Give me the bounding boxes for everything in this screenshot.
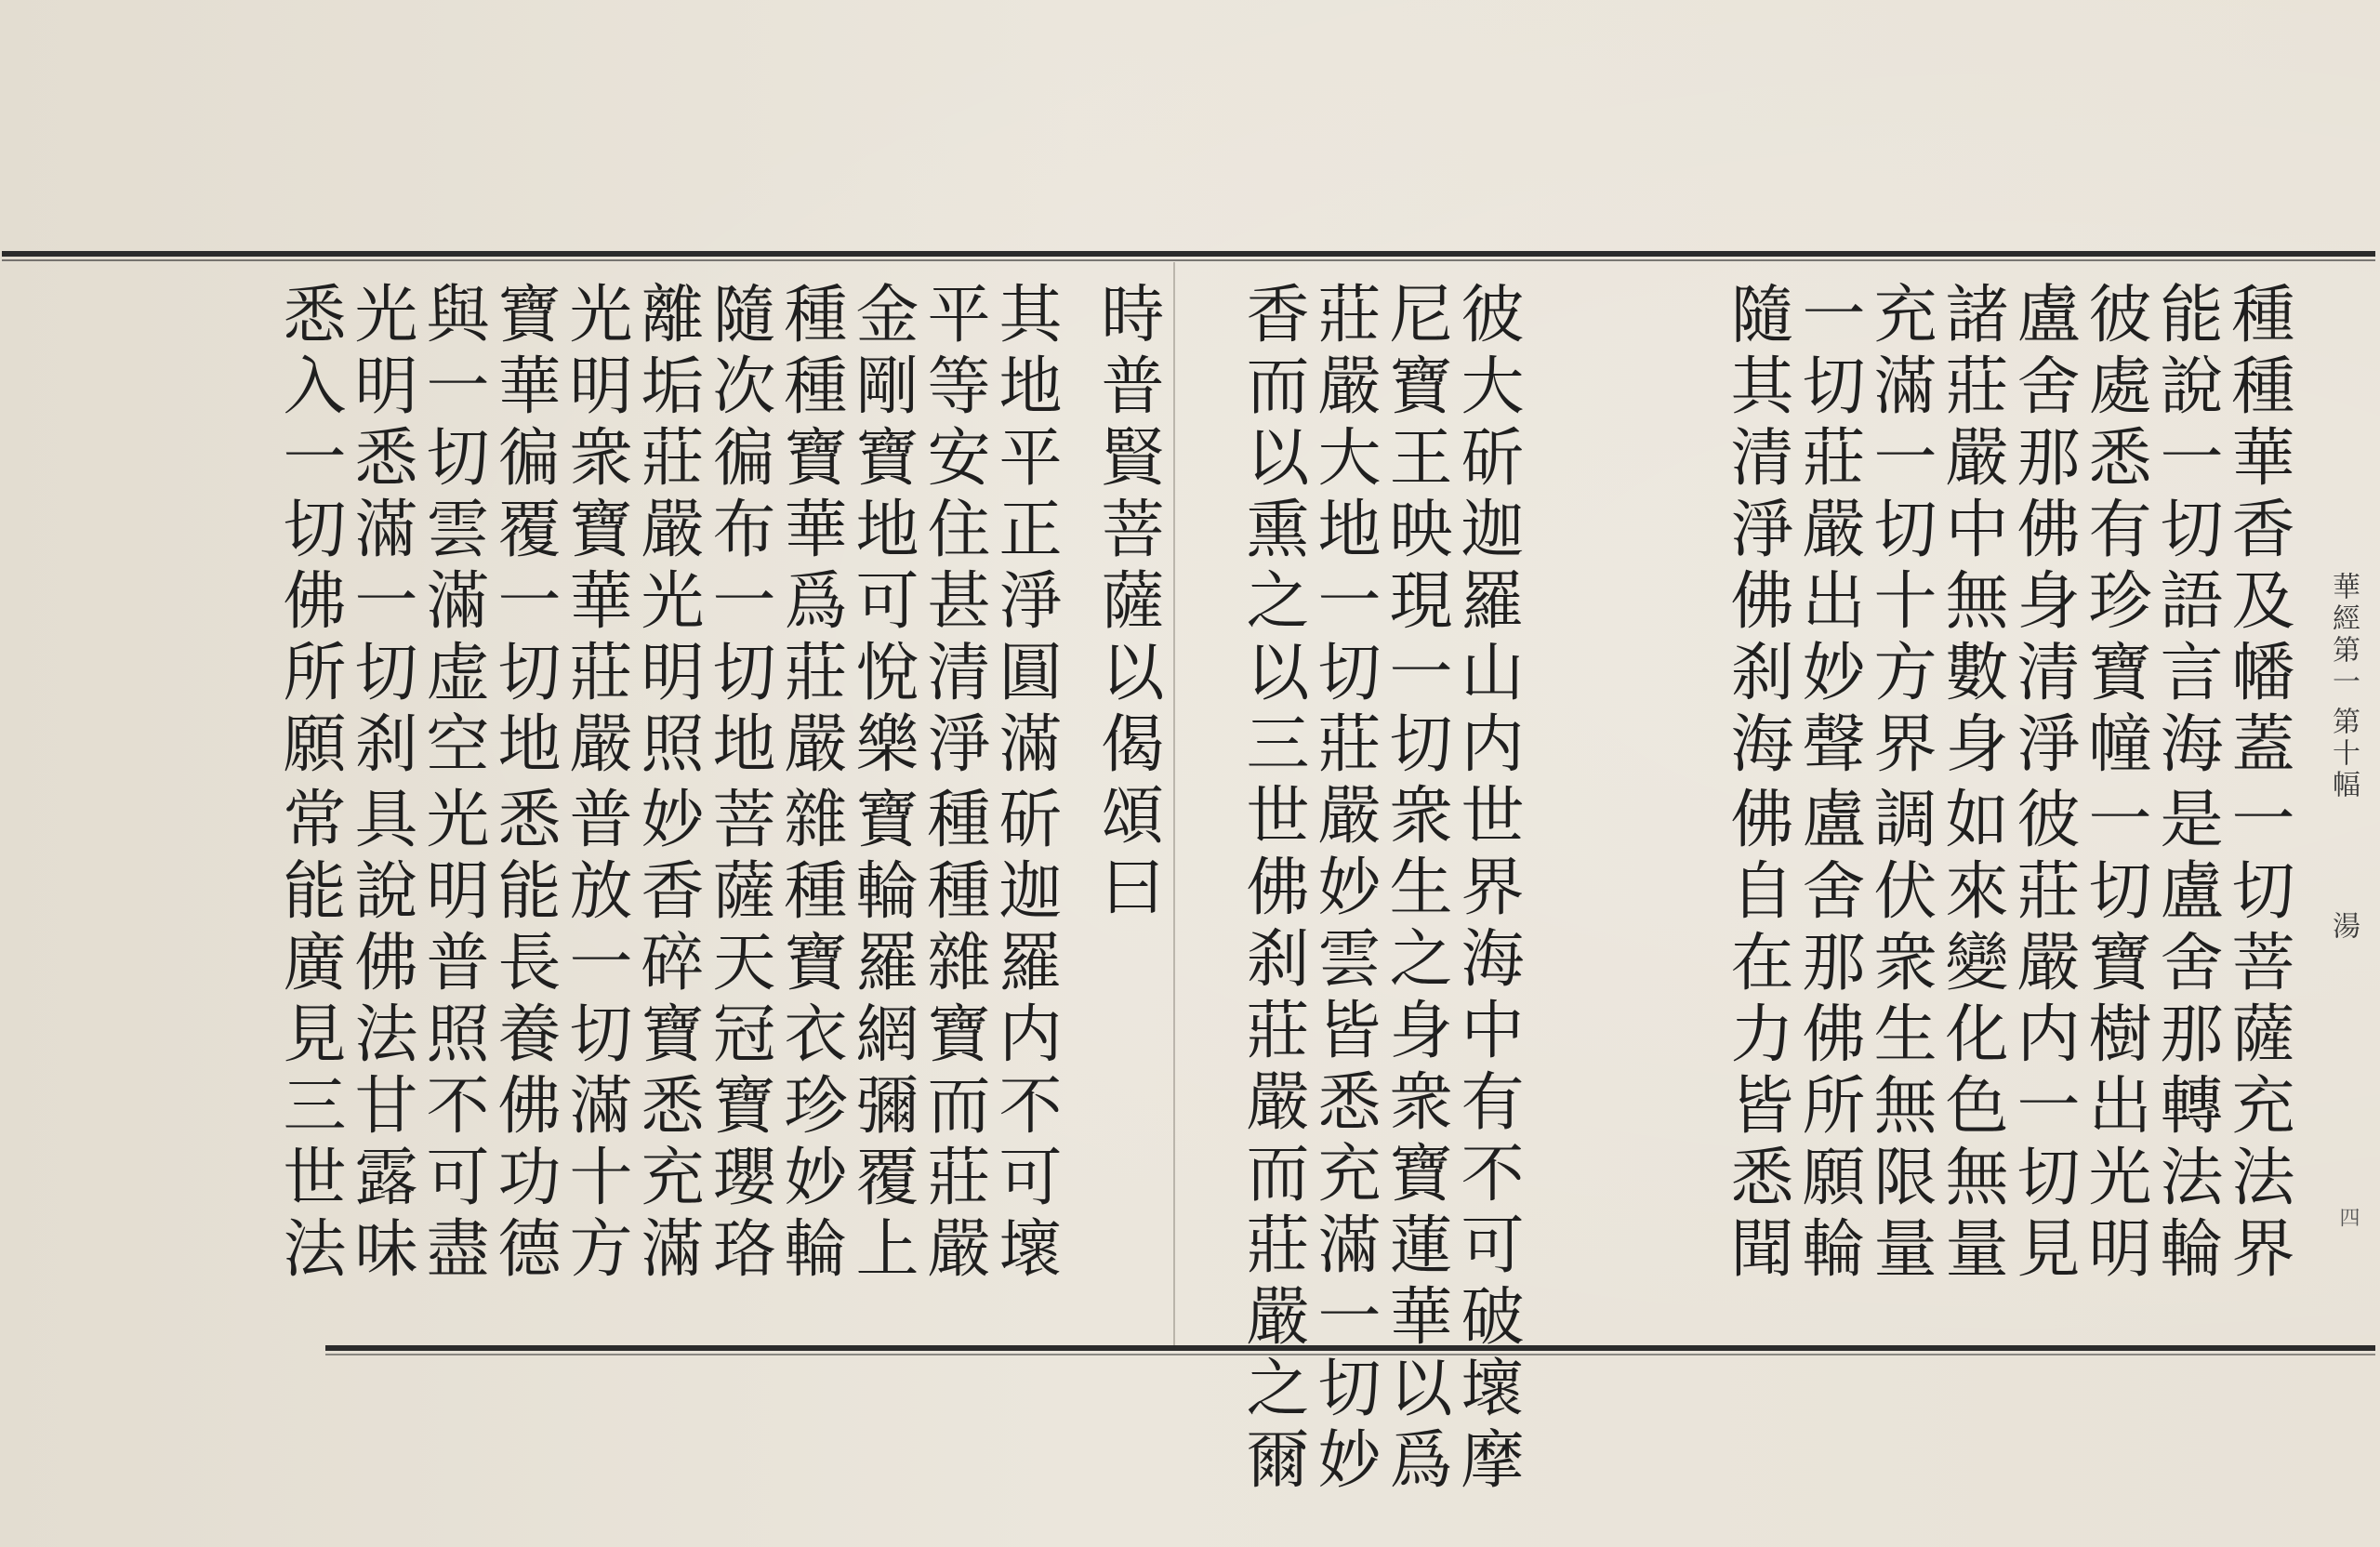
upper-column: 悉入一切佛所願 (272, 281, 346, 782)
prose-column: 香而以熏之以三世佛刹莊嚴而莊嚴之爾 (1236, 281, 1309, 1498)
upper-column: 離垢莊嚴光明照 (630, 281, 704, 782)
upper-column: 金剛寶地可悅樂 (845, 281, 919, 782)
margin-mark: 湯 (2327, 911, 2360, 943)
lower-column: 悉能長養佛功德 (487, 786, 561, 1287)
upper-column: 一切莊嚴出妙聲 (1792, 281, 1865, 782)
upper-column: 其地平正淨圓滿 (988, 281, 1062, 782)
lower-column: 調伏衆生無限量 (1863, 786, 1937, 1287)
upper-column: 隨其清淨佛刹海 (1720, 281, 1793, 782)
lower-column: 彼莊嚴内一切見 (2006, 786, 2080, 1287)
margin-sutra-title: 華經第一 (2327, 572, 2360, 698)
upper-column: 彼處悉有珍寶幢 (2078, 281, 2151, 782)
upper-column: 與一切雲滿虚空 (416, 281, 489, 782)
lower-column: 雜種寶衣珍妙輪 (774, 786, 847, 1287)
margin-page-number: 四 (2336, 1207, 2360, 1227)
prose-column: 莊嚴大地一切莊嚴妙雲皆悉充滿一切妙 (1307, 281, 1381, 1498)
lower-column: 一切寶樹出光明 (2078, 786, 2151, 1287)
lower-column: 妙香碎寶悉充滿 (630, 786, 704, 1287)
center-fold-line (1173, 262, 1175, 1345)
upper-column: 諸莊嚴中無數身 (1935, 281, 2008, 782)
upper-column: 種種寶華爲莊嚴 (774, 281, 847, 782)
upper-column: 光明衆寶華莊嚴 (559, 281, 632, 782)
margin-folio: 第十幅 (2327, 707, 2360, 801)
lower-column: 一切菩薩充法界 (2221, 786, 2294, 1287)
lower-column: 盧舍那佛所願輪 (1792, 786, 1865, 1287)
upper-column: 隨次徧布一切地 (702, 281, 775, 782)
lower-column: 種種雜寶而莊嚴 (917, 786, 990, 1287)
top-frame-rule-inner (2, 259, 2375, 261)
lower-column: 光明普照不可盡 (416, 786, 489, 1287)
upper-column: 平等安住甚清淨 (917, 281, 990, 782)
lower-column: 斫迦羅内不可壞 (988, 786, 1062, 1287)
upper-column: 能說一切語言海 (2149, 281, 2223, 782)
upper-column: 種種華香及幡蓋 (2221, 281, 2294, 782)
lower-column: 如來變化色無量 (1935, 786, 2008, 1287)
lower-column: 普放一切滿十方 (559, 786, 632, 1287)
upper-column: 寶華徧覆一切地 (487, 281, 561, 782)
lower-column: 常能廣見三世法 (272, 786, 346, 1287)
prose-column: 時普賢菩薩以偈頌曰 (1091, 281, 1164, 925)
lower-column: 佛自在力皆悉聞 (1720, 786, 1793, 1287)
prose-column: 尼寶王映現一切衆生之身衆寶蓮華以爲 (1379, 281, 1452, 1498)
upper-column: 充滿一切十方界 (1863, 281, 1937, 782)
prose-column: 彼大斫迦羅山内世界海中有不可破壞摩 (1450, 281, 1524, 1498)
upper-column: 盧舍那佛身清淨 (2006, 281, 2080, 782)
lower-column: 是盧舍那轉法輪 (2149, 786, 2223, 1287)
lower-column: 寶輪羅網彌覆上 (845, 786, 919, 1287)
upper-column: 光明悉滿一切刹 (344, 281, 417, 782)
lower-column: 菩薩天冠寶瓔珞 (702, 786, 775, 1287)
top-frame-rule (2, 251, 2375, 257)
lower-column: 具說佛法甘露味 (344, 786, 417, 1287)
